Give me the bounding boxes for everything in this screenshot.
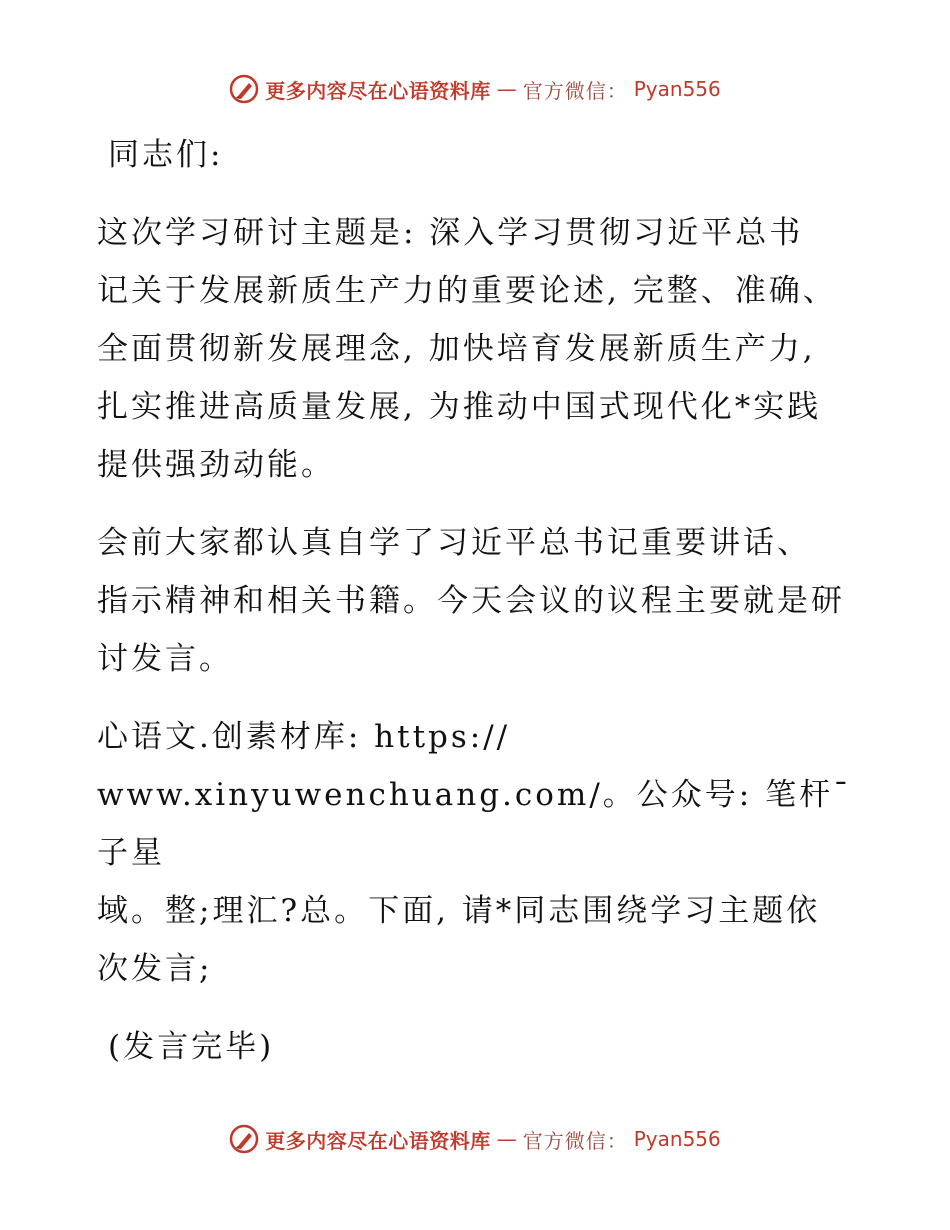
pen-logo-icon xyxy=(229,1124,259,1154)
paragraph-line: (发言完毕) xyxy=(108,1029,275,1065)
banner-brand-text: 更多内容尽在心语资料库 xyxy=(265,78,491,103)
paragraph-line: 会前大家都认真自学了习近平总书记重要讲话、 xyxy=(97,525,811,561)
topic-paragraph xyxy=(97,204,857,494)
paragraph-line: 记关于发展新质生产力的重要论述, 完整、准确、 xyxy=(97,273,837,309)
banner-brand-text: 更多内容尽在心语资料库 xyxy=(265,1128,491,1153)
paragraph-line: 讨发言。 xyxy=(97,641,233,677)
banner-wechat-id: Pyan556 xyxy=(633,1127,721,1151)
paragraph-line: 次发言; xyxy=(97,951,213,987)
banner-separator: — xyxy=(496,1127,517,1151)
banner-separator: — xyxy=(496,77,517,101)
source-paragraph xyxy=(97,708,857,998)
document-body xyxy=(97,126,857,1076)
paragraph-line: 扎实推进高质量发展, 为推动中国式现代化*实践 xyxy=(97,389,822,425)
banner-wechat-label: 官方微信： xyxy=(522,1128,628,1153)
preparation-paragraph xyxy=(97,514,857,688)
paragraph-line: 指示精神和相关书籍。今天会议的议程主要就是研 xyxy=(97,583,845,619)
paragraph-line: 提供强劲动能。 xyxy=(97,447,335,483)
closing-paragraph xyxy=(97,1018,857,1076)
paragraph-line: 域。整;理汇?总。下面, 请*同志围绕学习主题依 xyxy=(97,893,821,929)
header-watermark-banner xyxy=(0,74,950,104)
paragraph-line: 这次学习研讨主题是: 深入学习贯彻习近平总书 xyxy=(97,215,804,251)
salutation-paragraph xyxy=(97,126,857,184)
banner-wechat-label: 官方微信： xyxy=(522,78,628,103)
paragraph-line: www.xinyuwenchuang.com/。公众号: 笔杆¯子星 xyxy=(97,777,852,871)
paragraph-line: 全面贯彻新发展理念, 加快培育发展新质生产力, xyxy=(97,331,816,367)
footer-watermark-banner xyxy=(0,1124,950,1154)
banner-wechat-id: Pyan556 xyxy=(633,77,721,101)
pen-logo-icon xyxy=(229,74,259,104)
paragraph-line: 心语文.创素材库: https:// xyxy=(97,719,511,755)
paragraph-line: 同志们: xyxy=(108,137,224,173)
